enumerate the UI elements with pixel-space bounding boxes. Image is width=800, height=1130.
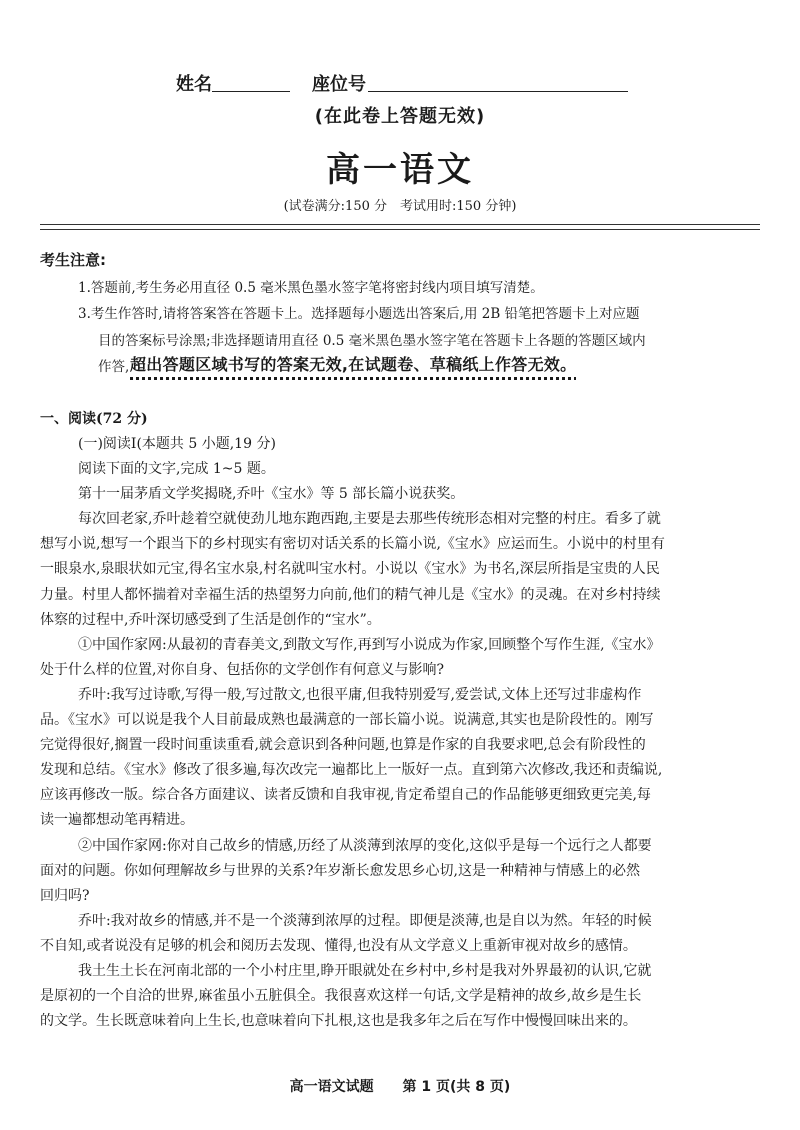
footer-page-number: 第 1 页(共 8 页) bbox=[402, 1079, 511, 1095]
notes-title: 考生注意: bbox=[40, 251, 106, 269]
passage-line: 的文学。生长既意味着向上生长,也意味着向下扎根,这也是我多年之后在写作中慢慢回味出来的。 bbox=[40, 1013, 637, 1030]
passage-line: 我土生土长在河南北部的一个小村庄里,睁开眼就处在乡村中,乡村是我对外界最初的认识,它就 bbox=[78, 962, 652, 979]
passage-line: ①中国作家网:从最初的青春美文,到散文写作,再到写小说成为作家,回顾整个写作生涯,《宝水》 bbox=[78, 636, 661, 653]
divider bbox=[40, 224, 760, 225]
seat-blank[interactable] bbox=[368, 91, 628, 92]
passage-line: 想写小说,想写一个跟当下的乡村现实有密切对话关系的长篇小说,《宝水》应运而生。小说中的村里有 bbox=[40, 536, 665, 553]
passage-line: 是原初的一个自洽的世界,麻雀虽小五脏俱全。我很喜欢这样一句话,文学是精神的故乡,故乡是生长 bbox=[40, 988, 642, 1005]
note-line: 1.答题前,考生务必用直径 0.5 毫米黑色墨水签字笔将密封线内项目填写清楚。 bbox=[78, 280, 544, 296]
note-line: 3.考生作答时,请将答案答在答题卡上。选择题每小题选出答案后,用 2B 铅笔把答题卡上对应题 bbox=[78, 306, 640, 322]
note-line: 作答, bbox=[98, 359, 130, 375]
seat-label: 座位号 bbox=[312, 74, 366, 95]
header-fields bbox=[0, 70, 800, 100]
emphasis-note: 超出答题区域书写的答案无效,在试题卷、草稿纸上作答无效。 bbox=[130, 355, 577, 374]
passage-line: 体察的过程中,乔叶深切感受到了生活是创作的“宝水”。 bbox=[40, 611, 381, 628]
passage-line: 不自知,或者说没有足够的机会和阅历去发现、懂得,也没有从文学意义上重新审视对故乡的感情。 bbox=[40, 937, 637, 954]
passage-line: 力量。村里人都怀揣着对幸福生活的热望努力向前,他们的精气神儿是《宝水》的灵魂。在对乡村持续 bbox=[40, 586, 661, 603]
instruction: 阅读下面的文字,完成 1~5 题。 bbox=[78, 461, 275, 478]
name-label: 姓名 bbox=[176, 74, 212, 95]
passage-line: 第十一届茅盾文学奖揭晓,乔叶《宝水》等 5 部长篇小说获奖。 bbox=[78, 486, 465, 503]
section-title: 一、阅读(72 分) bbox=[40, 411, 148, 427]
divider bbox=[40, 229, 760, 230]
note-line: 目的答案标号涂黑;非选择题请用直径 0.5 毫米黑色墨水签字笔在答题卡上各题的答题区域内 bbox=[98, 333, 646, 349]
passage-line: 读一遍都想动笔再精进。 bbox=[40, 812, 194, 829]
exam-info: (试卷满分:150 分 考试用时:150 分钟) bbox=[283, 199, 517, 214]
passage-line: 完觉得很好,搁置一段时间重读重看,就会意识到各种问题,也算是作家的自我要求吧,总会有阶段性的 bbox=[40, 737, 646, 754]
passage-line: 一眼泉水,泉眼状如元宝,得名宝水泉,村名就叫宝水村。小说以《宝水》为书名,深层所指是宝贵的人民 bbox=[40, 561, 660, 578]
name-blank[interactable] bbox=[212, 91, 290, 92]
page-title: 高一语文 bbox=[326, 150, 474, 190]
passage-line: 乔叶:我写过诗歌,写得一般,写过散文,也很平庸,但我特别爱写,爱尝试,文体上还写过非虚构作 bbox=[78, 686, 642, 703]
passage-line: 回归吗? bbox=[40, 887, 90, 904]
footer-subject: 高一语文试题 bbox=[289, 1079, 374, 1095]
passage-line: 品。《宝水》可以说是我个人目前最成熟也最满意的一部长篇小说。说满意,其实也是阶段性的。刚写 bbox=[40, 712, 654, 729]
subsection-title: (一)阅读Ⅰ(本题共 5 小题,19 分) bbox=[78, 436, 276, 452]
passage-line: 乔叶:我对故乡的情感,并不是一个淡薄到浓厚的过程。即便是淡薄,也是自以为然。年轻的时候 bbox=[78, 912, 652, 929]
page-footer bbox=[0, 1076, 800, 1096]
passage-line: 每次回老家,乔叶趁着空就使劲儿地东跑西跑,主要是去那些传统形态相对完整的村庄。看多了就 bbox=[78, 511, 661, 528]
passage-line: 面对的问题。你如何理解故乡与世界的关系?年岁渐长愈发思乡心切,这是一种精神与情感上的必然 bbox=[40, 862, 640, 879]
passage-line: ②中国作家网:你对自己故乡的情感,历经了从淡薄到浓厚的变化,这似乎是每一个远行之人都要 bbox=[78, 837, 652, 854]
passage-line: 发现和总结。《宝水》修改了很多遍,每次改完一遍都比上一版好一点。直到第六次修改,我还和责编说, bbox=[40, 762, 663, 779]
passage-line: 处于什么样的位置,对你自身、包括你的文学创作有何意义与影响? bbox=[40, 661, 444, 678]
reading-passage bbox=[40, 432, 760, 1034]
passage-line: 应该再修改一版。综合各方面建议、读者反馈和自我审视,肯定希望自己的作品能够更细致更完美,每 bbox=[40, 787, 651, 804]
invalid-answer-notice: (在此卷上答题无效) bbox=[314, 106, 486, 127]
